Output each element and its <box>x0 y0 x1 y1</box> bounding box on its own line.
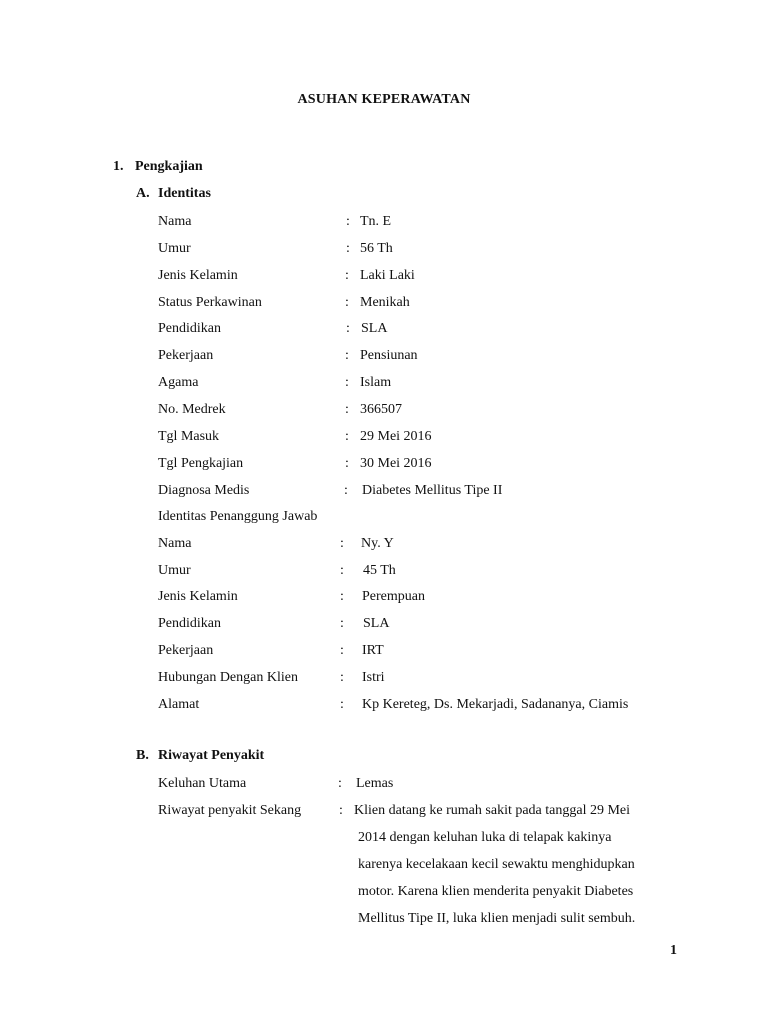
field-label: Nama <box>158 214 192 229</box>
field-value: Islam <box>360 375 392 390</box>
field-value: SLA <box>361 321 388 336</box>
field-colon: : <box>340 670 344 685</box>
field-value: Lemas <box>356 776 394 791</box>
field-label: Riwayat penyakit Sekang <box>158 803 302 818</box>
section-letter: A. <box>136 186 150 201</box>
field-label: Umur <box>158 241 191 256</box>
page-number: 1 <box>670 943 677 958</box>
paragraph-line: motor. Karena klien menderita penyakit Diabetes <box>358 884 634 899</box>
field-label: Pendidikan <box>158 616 221 631</box>
section-pengkajian-heading <box>113 159 203 175</box>
field-value: SLA <box>363 616 390 631</box>
field-label: Umur <box>158 563 191 578</box>
field-colon: : <box>340 697 344 712</box>
document-title: ASUHAN KEPERAWATAN <box>297 92 471 107</box>
field-value: Perempuan <box>362 589 425 604</box>
field-label: Pekerjaan <box>158 643 214 658</box>
field-value: Istri <box>362 670 385 685</box>
field-value: 30 Mei 2016 <box>360 456 432 471</box>
field-value: 56 Th <box>360 241 393 256</box>
section-identitas-heading <box>136 186 211 202</box>
field-value: Diabetes Mellitus Tipe II <box>362 483 503 498</box>
field-colon: : <box>340 536 344 551</box>
field-label: Tgl Masuk <box>158 429 220 444</box>
field-value: Laki Laki <box>360 268 415 283</box>
paragraph-line: 2014 dengan keluhan luka di telapak kakinya <box>358 830 612 845</box>
field-label: Agama <box>158 375 199 390</box>
section-label: Identitas <box>158 186 211 201</box>
paragraph-line: Mellitus Tipe II, luka klien menjadi sulit sembuh. <box>358 911 636 926</box>
field-value: Pensiunan <box>360 348 418 363</box>
field-label: Jenis Kelamin <box>158 268 238 283</box>
section-letter: B. <box>136 748 149 763</box>
field-colon: : <box>338 776 342 791</box>
field-value: 366507 <box>360 402 402 417</box>
field-value: Menikah <box>360 295 410 310</box>
field-colon: : <box>346 214 350 229</box>
section-label: Pengkajian <box>135 159 203 174</box>
field-colon: : <box>340 616 344 631</box>
field-colon: : <box>345 429 349 444</box>
field-value: 45 Th <box>363 563 396 578</box>
field-colon: : <box>346 241 350 256</box>
field-colon: : <box>340 589 344 604</box>
field-colon: : <box>345 456 349 471</box>
paragraph-line: karenya kecelakaan kecil sewaktu menghidupkan <box>358 857 635 872</box>
field-value: Tn. E <box>360 214 392 229</box>
field-label: Tgl Pengkajian <box>158 456 244 471</box>
field-label: No. Medrek <box>158 402 226 417</box>
field-value: IRT <box>362 643 384 658</box>
penanggung-jawab-heading: Identitas Penanggung Jawab <box>158 509 318 524</box>
field-colon: : <box>340 563 344 578</box>
field-colon: : <box>345 402 349 417</box>
field-label: Status Perkawinan <box>158 295 262 310</box>
field-colon: : <box>346 321 350 336</box>
field-label: Nama <box>158 536 192 551</box>
field-colon: : <box>345 348 349 363</box>
field-label: Pekerjaan <box>158 348 214 363</box>
field-label: Keluhan Utama <box>158 776 247 791</box>
field-colon: : <box>345 268 349 283</box>
field-label: Jenis Kelamin <box>158 589 238 604</box>
field-value: 29 Mei 2016 <box>360 429 432 444</box>
field-label: Alamat <box>158 697 200 712</box>
field-colon: : <box>340 643 344 658</box>
field-label: Pendidikan <box>158 321 221 336</box>
field-colon: : <box>345 295 349 310</box>
field-label: Diagnosa Medis <box>158 483 250 498</box>
section-number: 1. <box>113 159 124 174</box>
paragraph-line: Klien datang ke rumah sakit pada tanggal 29 Mei <box>354 803 631 818</box>
field-colon: : <box>339 803 343 818</box>
field-colon: : <box>344 483 348 498</box>
field-colon: : <box>345 375 349 390</box>
field-label: Hubungan Dengan Klien <box>158 670 298 685</box>
section-label: Riwayat Penyakit <box>158 748 265 763</box>
section-riwayat-heading <box>136 748 264 764</box>
field-value: Ny. Y <box>361 536 394 551</box>
field-value: Kp Kereteg, Ds. Mekarjadi, Sadananya, Ciamis <box>362 697 629 712</box>
